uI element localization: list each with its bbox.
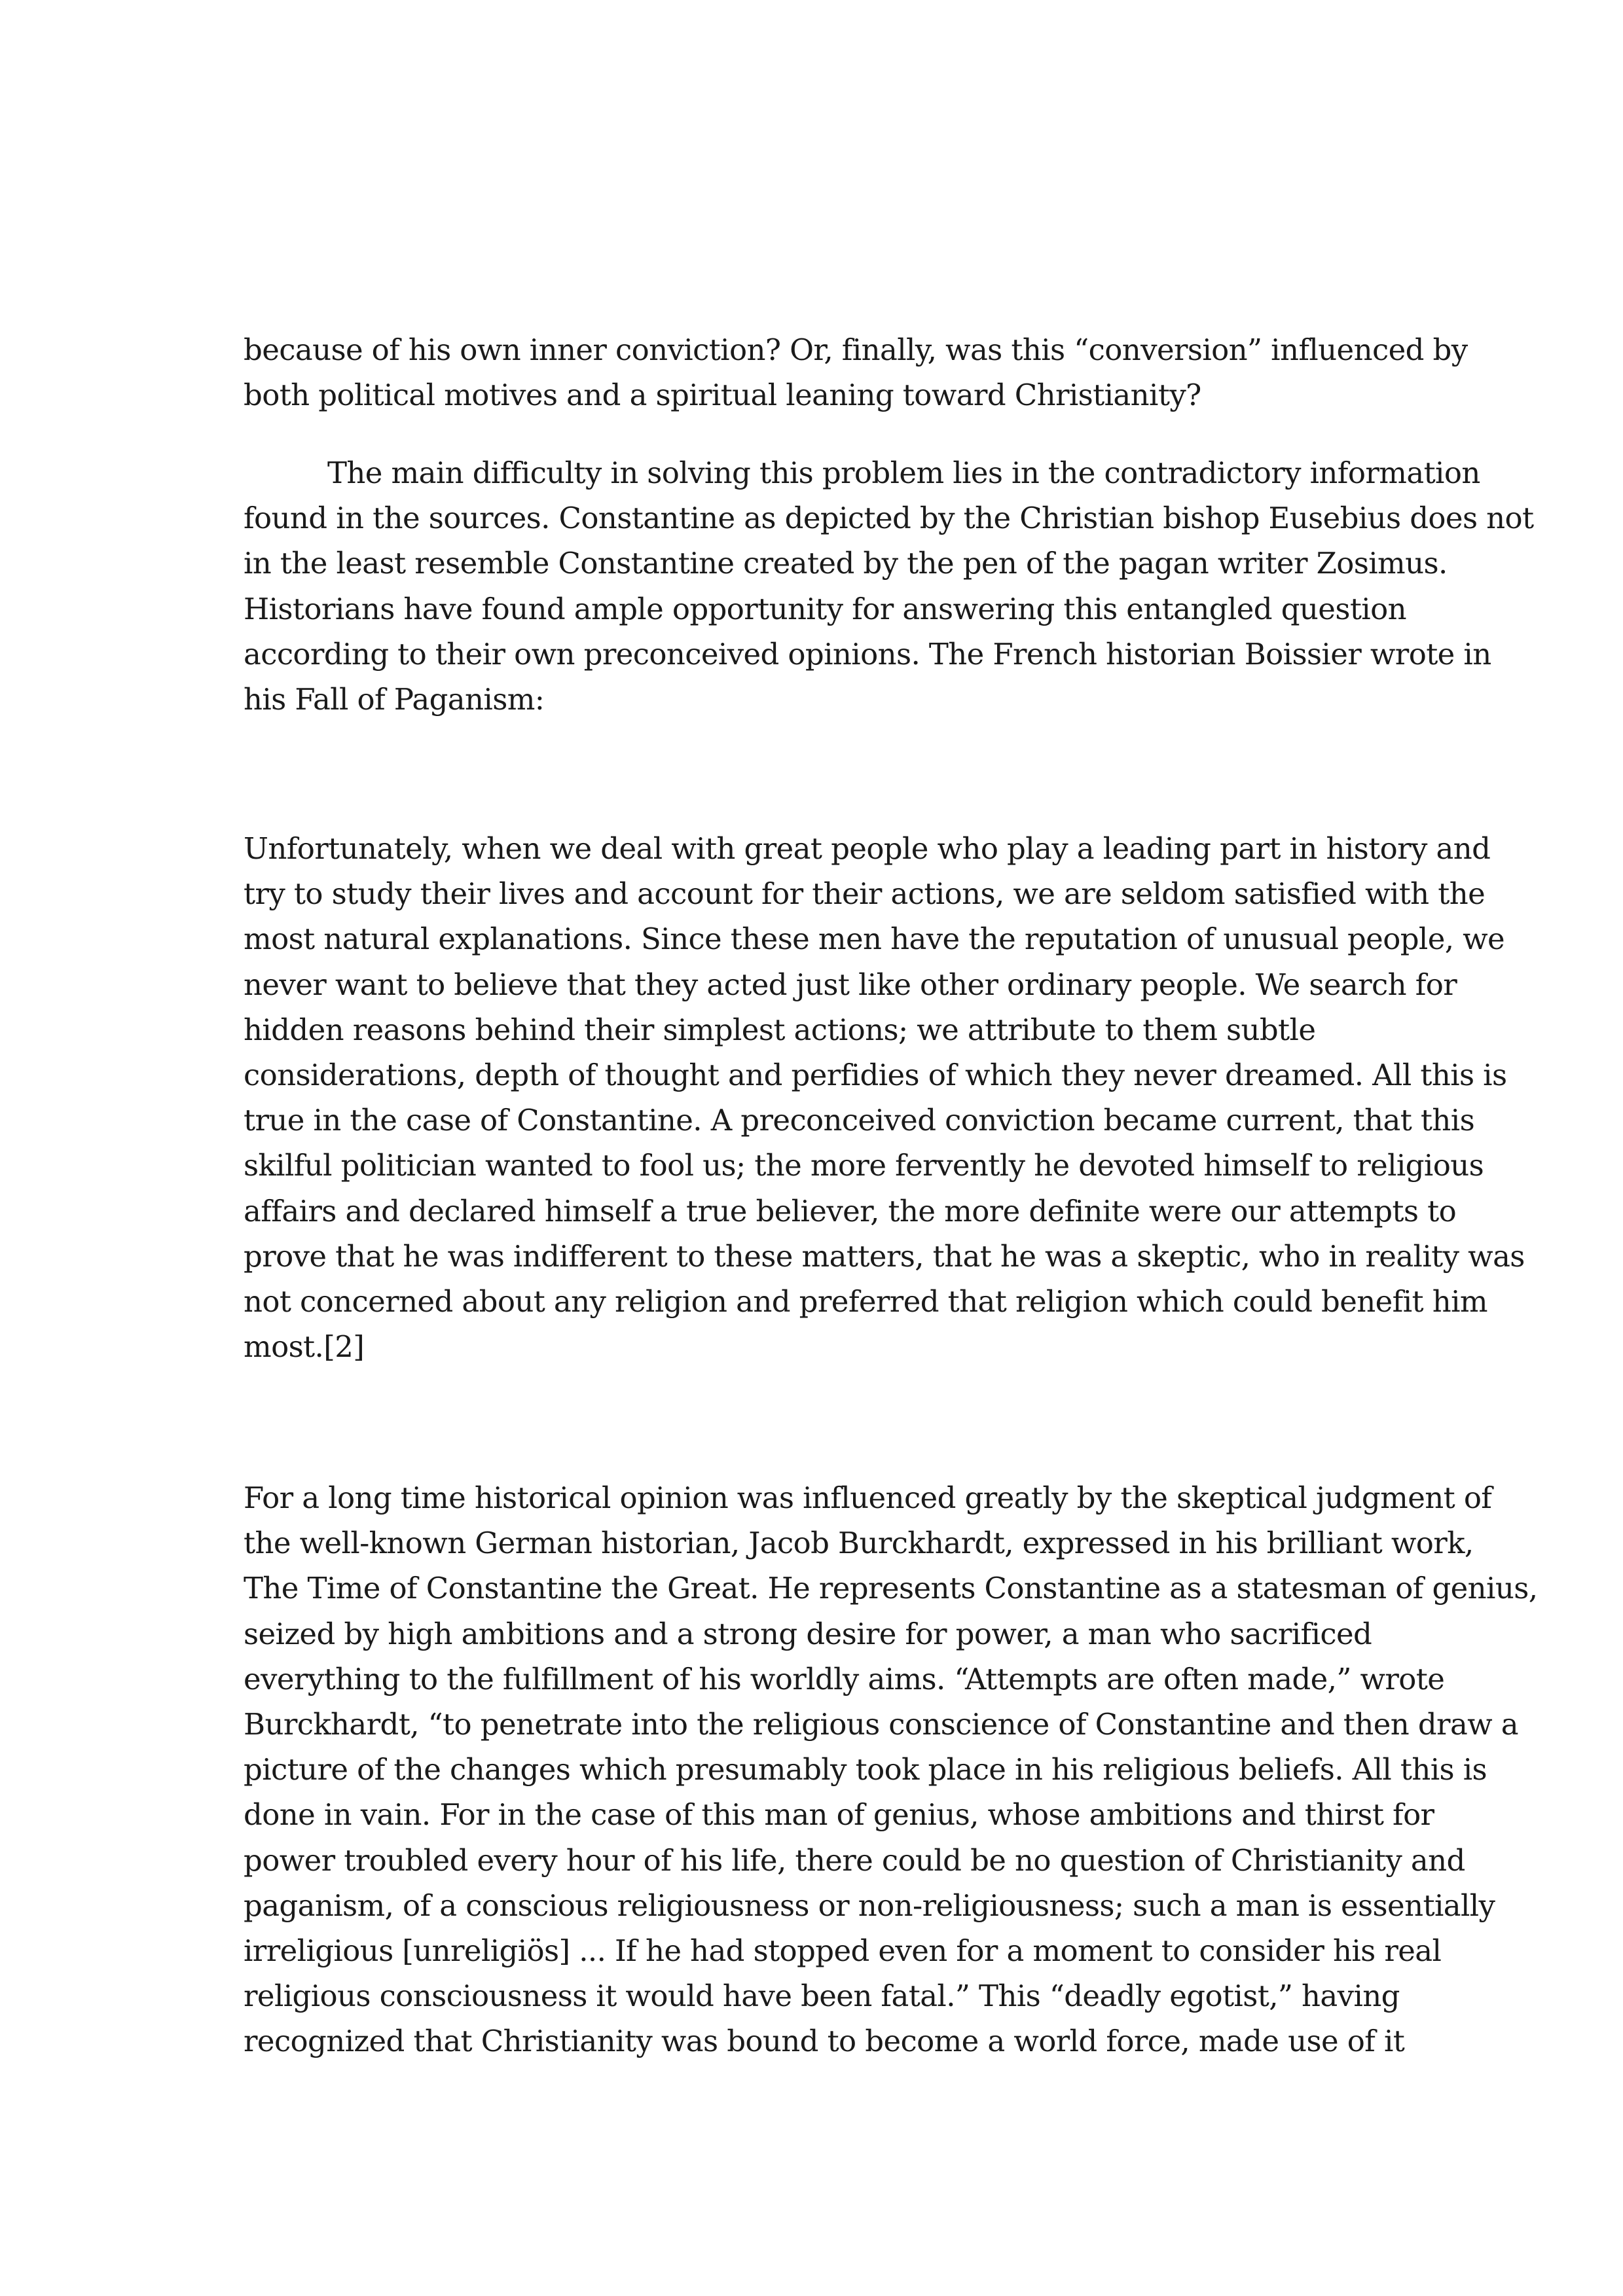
paragraph-continuation (244, 327, 1468, 418)
text-line: paganism, of a conscious religiousness or non-religiousness; such a man is essentially (244, 1888, 1495, 1923)
text-line: seized by high ambitions and a strong desire for power, a man who sacrificed (244, 1616, 1372, 1651)
text-line: most.[2] (244, 1329, 365, 1365)
text-line: Burckhardt, “to penetrate into the religious conscience of Constantine and then draw a (244, 1707, 1519, 1742)
text-line-content: The main difficulty in solving this problem lies in the contradictory information (327, 456, 1480, 490)
text-line: true in the case of Constantine. A preconceived conviction became current, that this (244, 1103, 1475, 1138)
text-line: done in vain. For in the case of this man of genius, whose ambitions and thirst for (244, 1797, 1434, 1833)
text-line: prove that he was indifferent to these matters, that he was a skeptic, who in reality was (244, 1238, 1525, 1274)
text-line: most natural explanations. Since these men have the reputation of unusual people, we (244, 922, 1505, 957)
text-line: recognized that Christianity was bound to become a world force, made use of it (244, 2024, 1405, 2059)
text-line: never want to believe that they acted just like other ordinary people. We search for (244, 967, 1457, 1002)
text-line: found in the sources. Constantine as depicted by the Christian bishop Eusebius does not (244, 501, 1534, 536)
paragraph-burckhardt (244, 1475, 1538, 2064)
text-line: according to their own preconceived opinions. The French historian Boissier wrote in (244, 636, 1491, 672)
text-line: in the least resemble Constantine created by the pen of the pagan writer Zosimus. (244, 546, 1448, 581)
quote-boissier (244, 826, 1525, 1369)
text-line: For a long time historical opinion was influenced greatly by the skeptical judgment of (244, 1480, 1492, 1515)
text-line: the well-known German historian, Jacob Burckhardt, expressed in his brilliant work, (244, 1526, 1474, 1561)
text-line: Unfortunately, when we deal with great people who play a leading part in history and (244, 831, 1491, 866)
text-line: because of his own inner conviction? Or, finally, was this “conversion” influenced by (244, 332, 1468, 367)
text-line: not concerned about any religion and preferred that religion which could benefit him (244, 1284, 1487, 1319)
text-line: try to study their lives and account for their actions, we are seldom satisfied with the (244, 876, 1486, 912)
text-line: The Time of Constantine the Great. He represents Constantine as a statesman of genius, (244, 1571, 1538, 1606)
text-line: hidden reasons behind their simplest actions; we attribute to them subtle (244, 1012, 1316, 1047)
text-line: considerations, depth of thought and perfidies of which they never dreamed. All this is (244, 1058, 1507, 1093)
text-line: skilful politician wanted to fool us; the more fervently he devoted himself to religious (244, 1148, 1484, 1183)
text-line: both political motives and a spiritual leaning toward Christianity? (244, 378, 1201, 413)
text-line (244, 450, 1480, 495)
paragraph-sources (244, 450, 1534, 722)
text-line: picture of the changes which presumably took place in his religious beliefs. All this is (244, 1752, 1487, 1787)
text-line: power troubled every hour of his life, there could be no question of Christianity and (244, 1842, 1465, 1878)
text-line: religious consciousness it would have been fatal.” This “deadly egotist,” having (244, 1979, 1400, 2014)
text-line: everything to the fulfillment of his worldly aims. “Attempts are often made,” wrote (244, 1661, 1445, 1696)
text-line: Historians have found ample opportunity for answering this entangled question (244, 591, 1406, 626)
text-line: irreligious [unreligiös] ... If he had stopped even for a moment to consider his real (244, 1933, 1442, 1969)
text-line: his Fall of Paganism: (244, 682, 545, 717)
text-line: affairs and declared himself a true believer, the more definite were our attempts to (244, 1193, 1457, 1229)
